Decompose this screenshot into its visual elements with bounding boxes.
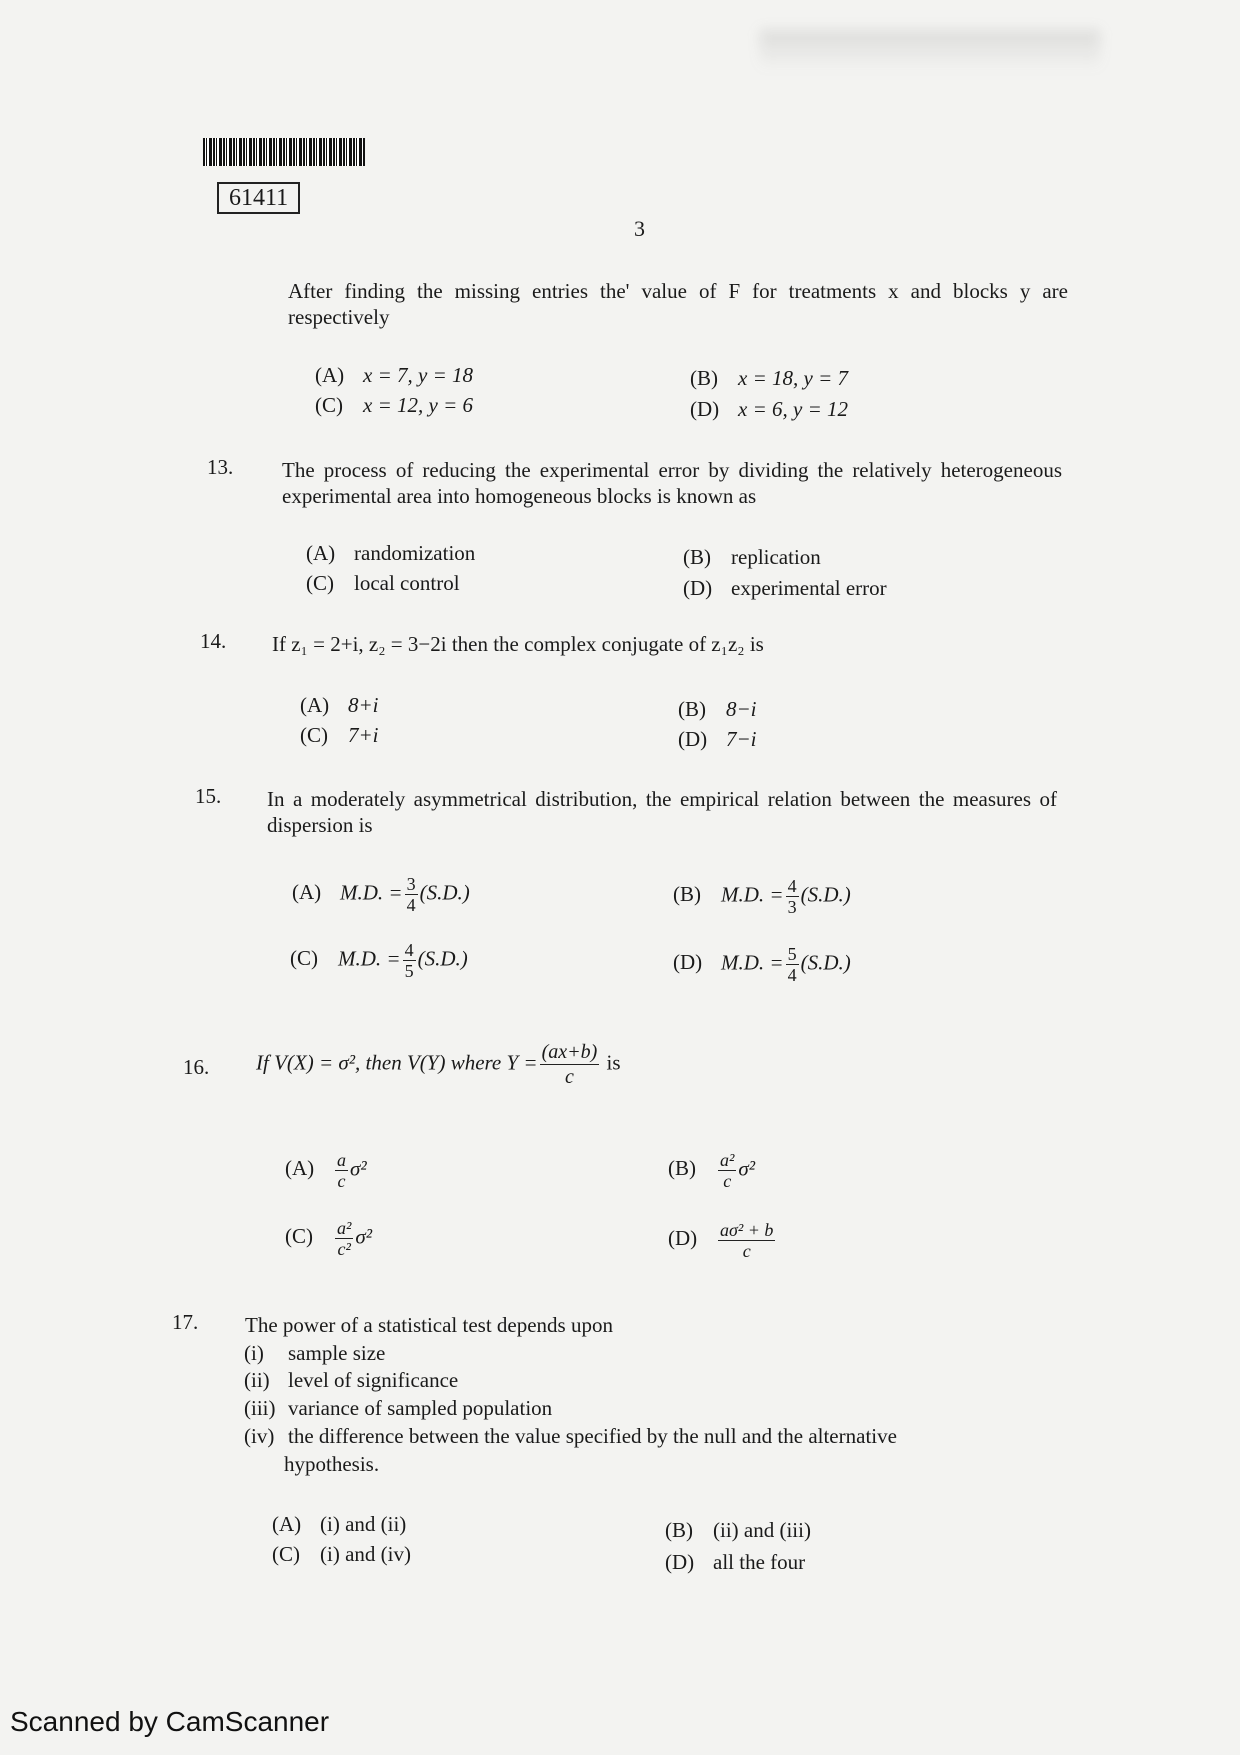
fraction [405, 874, 418, 915]
q15-option-c[interactable] [290, 940, 468, 981]
option-label: (A) [306, 541, 336, 565]
option-text: all the four [713, 1550, 806, 1574]
q14-option-d[interactable] [678, 727, 757, 752]
option-text: x = 6, y = 12 [738, 397, 848, 421]
statement-i [244, 1340, 385, 1366]
option-text: x = 18, y = 7 [738, 366, 848, 390]
q12-option-d[interactable] [690, 397, 848, 422]
option-lhs: M.D. = [721, 882, 784, 907]
statement-numeral: (iii) [244, 1396, 276, 1420]
question-16-text [256, 1040, 621, 1089]
fraction [540, 1040, 600, 1089]
q15-option-d[interactable] [673, 944, 851, 985]
fraction-numerator: a² [720, 1150, 735, 1170]
option-label: (A) [272, 1512, 302, 1536]
q12-option-c[interactable] [315, 393, 473, 418]
option-label: (D) [678, 727, 708, 751]
option-text: (i) and (iv) [320, 1542, 411, 1566]
statement-text: sample size [288, 1341, 386, 1365]
option-rhs: (S.D.) [800, 882, 851, 907]
statement-text: level of significance [288, 1368, 459, 1392]
option-text: randomization [354, 541, 476, 565]
option-rhs: (S.D.) [417, 946, 468, 971]
option-label: (C) [300, 723, 328, 747]
fraction-denominator: 4 [787, 965, 797, 985]
option-label: (B) [683, 545, 711, 569]
option-label: (B) [673, 882, 701, 907]
q17-option-b[interactable] [665, 1518, 811, 1543]
option-label: (A) [300, 693, 330, 717]
question-15-text: In a moderately asymmetrical distribution, the empirical relation between the measures of dispersion is [267, 787, 1057, 837]
fraction-denominator: 3 [787, 897, 797, 917]
option-label: (A) [315, 363, 345, 387]
option-label: (C) [306, 571, 334, 595]
fraction-denominator: c [565, 1066, 574, 1088]
fraction-numerator: 4 [404, 940, 414, 960]
q13-option-c[interactable] [306, 571, 460, 596]
question-number: 13. [207, 455, 234, 479]
fraction-numerator: 5 [787, 944, 797, 964]
q17-option-c[interactable] [272, 1542, 411, 1567]
fraction-numerator: 3 [406, 874, 416, 894]
q14-option-c[interactable] [300, 723, 379, 748]
option-label: (C) [272, 1542, 300, 1566]
q15-option-a[interactable] [292, 874, 470, 915]
question-13-text: The process of reducing the experimental error by dividing the relatively heterogeneous experimental area into homogeneous blocks is known as [282, 458, 1062, 508]
option-rhs: σ² [738, 1156, 756, 1181]
fraction-numerator: a [337, 1150, 346, 1170]
fraction-denominator: c [723, 1171, 732, 1191]
question-17-text: The power of a statistical test depends upon [245, 1313, 613, 1337]
barcode-icon [203, 138, 365, 166]
q17-option-a[interactable] [272, 1512, 406, 1537]
q13-option-d[interactable] [683, 576, 887, 601]
fraction [786, 944, 799, 985]
option-lhs: M.D. = [340, 880, 403, 905]
fraction [718, 1150, 736, 1191]
fraction-numerator: 4 [787, 876, 797, 896]
q12-option-a[interactable] [315, 363, 473, 388]
option-label: (D) [690, 397, 720, 421]
fraction [335, 1218, 353, 1259]
option-text: x = 12, y = 6 [363, 393, 473, 417]
q14-option-a[interactable] [300, 693, 379, 718]
option-text: local control [354, 571, 460, 595]
statement-iv [244, 1423, 897, 1449]
option-label: (B) [678, 697, 706, 721]
q16-option-a[interactable] [285, 1150, 367, 1191]
option-label: (A) [292, 880, 322, 905]
statement-ii [244, 1367, 458, 1393]
option-label: (D) [668, 1226, 698, 1251]
option-text: (i) and (ii) [320, 1512, 407, 1536]
question-number: 16. [183, 1055, 210, 1079]
option-label: (C) [290, 946, 318, 971]
option-text: (ii) and (iii) [713, 1518, 811, 1542]
option-label: (B) [665, 1518, 693, 1542]
question-12-text: After finding the missing entries the' value of F for treatments x and blocks y are respectively [288, 279, 1068, 329]
option-text: 8−i [726, 697, 757, 721]
question-16-text-before: If V(X) = σ², then V(Y) where Y = [256, 1050, 538, 1075]
option-label: (C) [285, 1224, 313, 1249]
statement-text: variance of sampled population [288, 1396, 553, 1420]
fraction [786, 876, 799, 917]
option-text: 8+i [348, 693, 379, 717]
paper-code: 61411 [217, 182, 300, 214]
option-rhs: (S.D.) [419, 880, 470, 905]
scan-shadow [760, 30, 1100, 70]
fraction-denominator: c [742, 1241, 751, 1261]
statement-iii [244, 1395, 552, 1421]
option-label: (C) [315, 393, 343, 417]
option-lhs: M.D. = [338, 946, 401, 971]
option-rhs: σ² [355, 1224, 373, 1249]
option-label: (D) [683, 576, 713, 600]
page-number: 3 [634, 216, 645, 241]
q13-option-b[interactable] [683, 545, 821, 570]
question-number: 17. [172, 1310, 199, 1334]
q12-option-b[interactable] [690, 366, 848, 391]
fraction-denominator: 4 [406, 895, 416, 915]
option-label: (A) [285, 1156, 315, 1181]
option-label: (B) [690, 366, 718, 390]
statement-text: the difference between the value specified by the null and the alternative [288, 1424, 897, 1448]
fraction-denominator: 5 [404, 961, 414, 981]
statement-numeral: (ii) [244, 1368, 270, 1392]
option-lhs: M.D. = [721, 950, 784, 975]
question-number: 14. [200, 629, 227, 653]
option-text: experimental error [731, 576, 887, 600]
question-number: 15. [195, 784, 222, 808]
option-label: (D) [665, 1550, 695, 1574]
statement-numeral: (i) [244, 1341, 264, 1365]
option-label: (D) [673, 950, 703, 975]
q14-option-b[interactable] [678, 697, 757, 722]
option-rhs: (S.D.) [800, 950, 851, 975]
statement-numeral: (iv) [244, 1424, 275, 1448]
scanner-watermark: Scanned by CamScanner [10, 1706, 330, 1737]
q13-option-a[interactable] [306, 541, 475, 566]
question-16-text-after: is [606, 1050, 621, 1075]
fraction [718, 1220, 775, 1261]
statement-continuation: hypothesis. [284, 1452, 380, 1476]
fraction-numerator: a² [337, 1218, 352, 1238]
option-label: (B) [668, 1156, 696, 1181]
q17-option-d[interactable] [665, 1550, 805, 1575]
option-text: replication [731, 545, 821, 569]
q16-option-d[interactable] [668, 1220, 777, 1261]
q16-option-b[interactable] [668, 1150, 755, 1191]
option-text: 7−i [726, 727, 757, 751]
option-text: 7+i [348, 723, 379, 747]
q15-option-b[interactable] [673, 876, 851, 917]
fraction-numerator: (ax+b) [541, 1041, 598, 1063]
question-14-text: If z₁ = 2+i, z₂ = 3−2i then the complex conjugate of z₁z₂ is [272, 632, 764, 656]
option-text: x = 7, y = 18 [363, 363, 473, 387]
fraction-numerator: aσ² + b [720, 1220, 774, 1240]
fraction-denominator: c² [337, 1239, 351, 1259]
q16-option-c[interactable] [285, 1218, 372, 1259]
fraction [403, 940, 416, 981]
fraction [335, 1150, 348, 1191]
fraction-denominator: c [337, 1171, 346, 1191]
option-rhs: σ² [350, 1156, 367, 1181]
